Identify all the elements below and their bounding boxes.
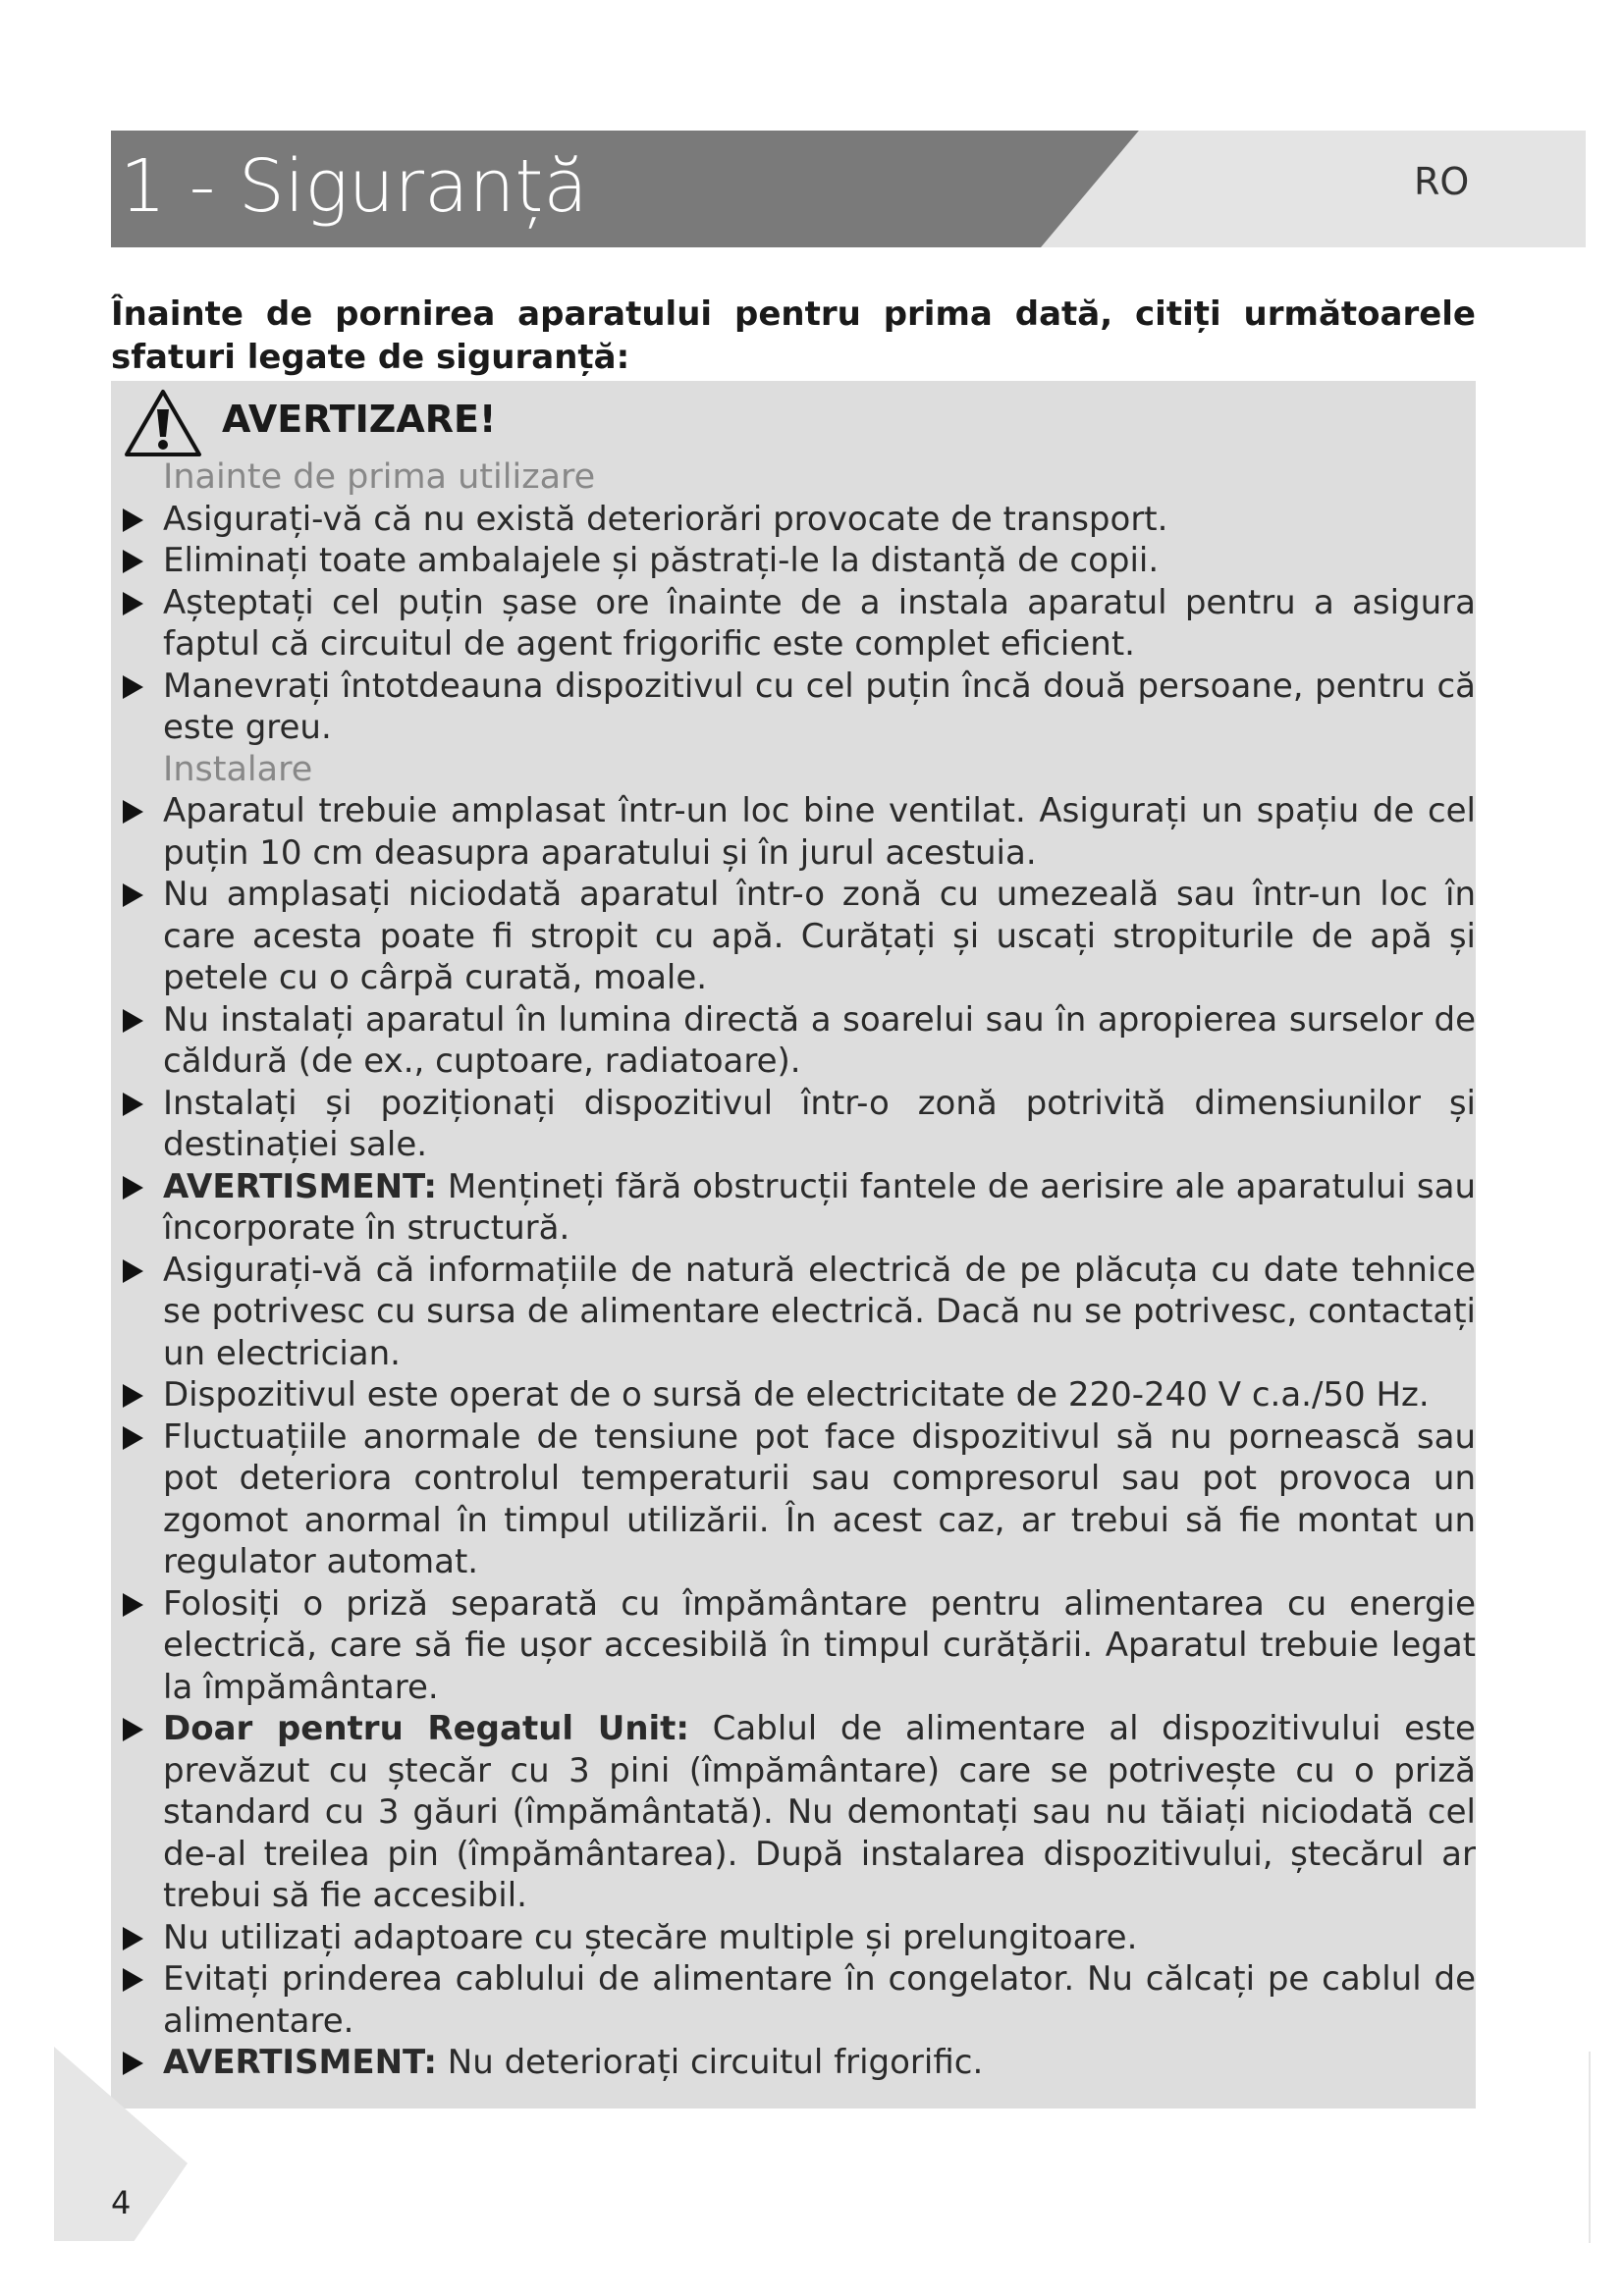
bullet-arrow-icon xyxy=(123,800,143,824)
item-text: Asigurați-vă că nu există deteriorări provocate de transport. xyxy=(163,499,1168,539)
list-item xyxy=(111,1166,1476,1250)
list-item xyxy=(111,2042,1476,2084)
item-text: Nu instalați aparatul în lumina directă a soarelui sau în apropierea surselor de căldură (de ex., cuptoare, radiatoare). xyxy=(163,999,1476,1081)
warning-title: AVERTIZARE! xyxy=(222,398,497,441)
item-text: Fluctuațiile anormale de tensiune pot face dispozitivul să nu pornească sau pot deteriora controlul temperaturii sau compresorul sau pot provoca un zgomot anormal în timpul utilizării. În acest caz, ar trebui să fie montat un regulator automat. xyxy=(163,1416,1476,1581)
warning-content xyxy=(111,456,1476,2084)
item-text: Mențineți fără obstrucții fantele de aerisire ale aparatului sau încorporate în structură. xyxy=(163,1166,1476,1248)
bullet-arrow-icon xyxy=(123,592,143,615)
list-item xyxy=(111,1416,1476,1583)
list-item xyxy=(111,540,1476,582)
page-title: 1 - Siguranță xyxy=(120,144,588,229)
bullet-arrow-icon xyxy=(123,508,143,532)
list-item xyxy=(111,582,1476,666)
item-text: Cablul de alimentare al dispozitivului este prevăzut cu ștecăr cu 3 pini (împământare) care se potrivește cu o priză standard cu 3 găuri (împământată). Nu demontați sau nu tăiați niciodată cel de-al treilea pin (împământarea). După instalarea dispozitivului, ștecărul ar trebui să fie accesibil. xyxy=(163,1709,1476,1915)
page-number: 4 xyxy=(111,2184,132,2221)
item-text: Eliminați toate ambalajele și păstrați-le la distanță de copii. xyxy=(163,541,1160,580)
list-item xyxy=(111,499,1476,541)
bullet-arrow-icon xyxy=(123,1968,143,1992)
intro-text: Înainte de pornirea aparatului pentru prima dată, citiți următoarele sfaturi legate de siguranță: xyxy=(111,294,1476,377)
list-item xyxy=(111,1250,1476,1375)
section-heading: Instalare xyxy=(163,749,313,789)
section-heading: Inainte de prima utilizare xyxy=(163,457,596,497)
bullet-arrow-icon xyxy=(123,1384,143,1408)
list-item xyxy=(111,1708,1476,1917)
bullet-arrow-icon xyxy=(123,1009,143,1033)
bullet-arrow-icon xyxy=(123,1176,143,1200)
item-text: Așteptați cel puțin șase ore înainte de a instala aparatul pentru a asigura faptul că circuitul de agent frigorific este complet eficient. xyxy=(163,582,1476,664)
list-item xyxy=(111,1374,1476,1416)
item-text: Nu utilizați adaptoare cu ștecăre multiple și prelungitoare. xyxy=(163,1917,1138,1957)
item-text: Aparatul trebuie amplasat într-un loc bine ventilat. Asigurați un spațiu de cel puțin 10 cm deasupra aparatului și în jurul acestuia. xyxy=(163,791,1476,873)
item-text: Folosiți o priză separată cu împământare pentru alimentarea cu energie electrică, care să fie ușor accesibilă în timpul curățării. Aparatul trebuie legat la împământare. xyxy=(163,1583,1476,1707)
list-item xyxy=(111,790,1476,874)
bullet-arrow-icon xyxy=(123,675,143,699)
list-item xyxy=(111,1917,1476,1959)
bullet-arrow-icon xyxy=(123,2052,143,2075)
list-item xyxy=(111,874,1476,999)
item-text: Dispozitivul este operat de o sursă de electricitate de 220-240 V c.a./50 Hz. xyxy=(163,1375,1430,1415)
bullet-arrow-icon xyxy=(123,1927,143,1950)
item-text: Manevrați întotdeauna dispozitivul cu cel puțin încă două persoane, pentru că este greu. xyxy=(163,666,1476,747)
item-emphasis: AVERTISMENT: xyxy=(163,2043,437,2082)
bullet-arrow-icon xyxy=(123,550,143,573)
warning-triangle-icon xyxy=(123,388,203,458)
item-text: Nu deteriorați circuitul frigorific. xyxy=(447,2043,984,2082)
language-code: RO xyxy=(1414,160,1470,203)
bullet-arrow-icon xyxy=(123,1593,143,1617)
bullet-arrow-icon xyxy=(123,1093,143,1116)
list-item xyxy=(111,666,1476,749)
bullet-arrow-icon xyxy=(123,1426,143,1450)
bullet-arrow-icon xyxy=(123,1259,143,1283)
item-text: Nu amplasați niciodată aparatul într-o zonă cu umezeală sau într-un loc în care acesta poate fi stropit cu apă. Curățați și uscați stropiturile de apă și petele cu o cârpă curată, moale. xyxy=(163,875,1476,997)
list-item xyxy=(111,999,1476,1083)
item-emphasis: AVERTISMENT: xyxy=(163,1166,437,1206)
list-item xyxy=(111,1958,1476,2042)
list-item xyxy=(111,1583,1476,1709)
item-text: Asigurați-vă că informațiile de natură electrică de pe plăcuța cu date tehnice se potrivesc cu sursa de alimentare electrică. Dacă nu se potrivesc, contactați un electrician. xyxy=(163,1250,1476,1373)
item-emphasis: Doar pentru Regatul Unit: xyxy=(163,1709,690,1748)
list-item xyxy=(111,1083,1476,1166)
bullet-arrow-icon xyxy=(123,883,143,907)
bullet-arrow-icon xyxy=(123,1718,143,1741)
item-text: Instalați și poziționați dispozitivul într-o zonă potrivită dimensiunilor și destinației sale. xyxy=(163,1083,1476,1164)
page-edge-line xyxy=(1589,2052,1591,2243)
item-text: Evitați prinderea cablului de alimentare în congelator. Nu călcați pe cablul de alimentare. xyxy=(163,1959,1476,2041)
